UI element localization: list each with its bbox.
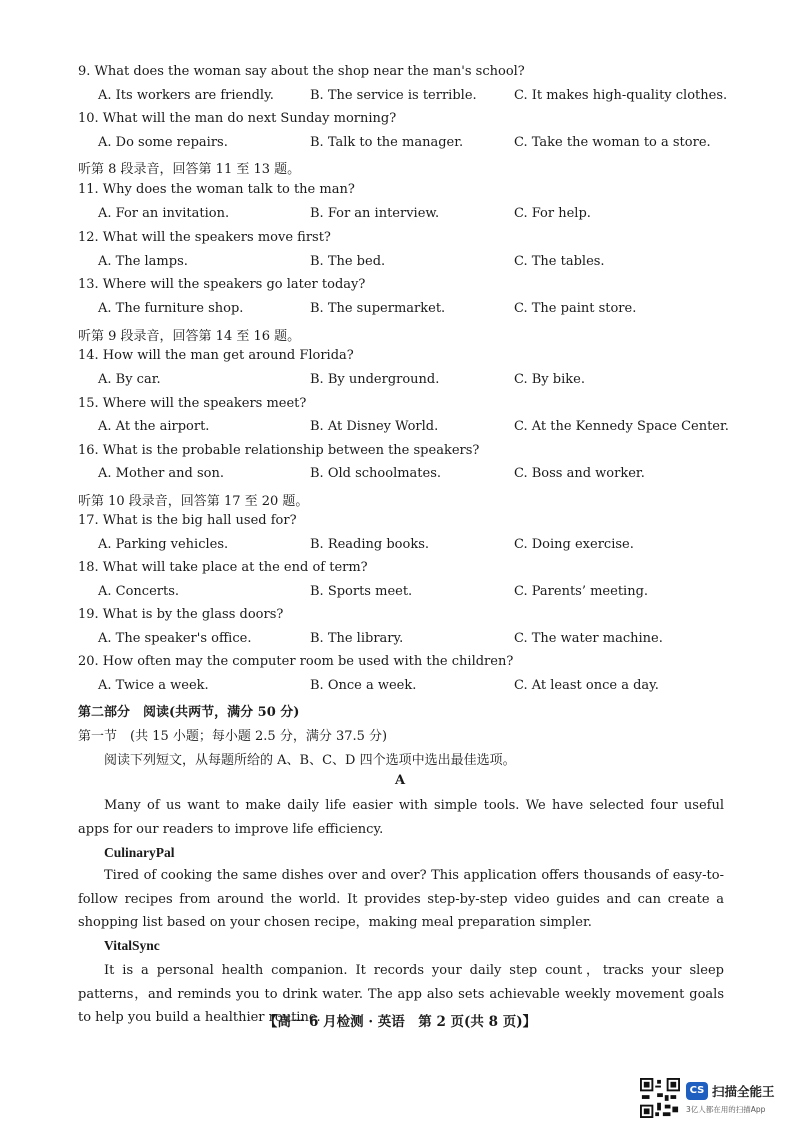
q20-option-c: C. At least once a day. xyxy=(514,678,659,693)
question-18: 18. What will take place at the end of term? xyxy=(78,560,368,575)
cs-logo-icon: CS xyxy=(686,1082,708,1100)
part2-title: 第二部分 阅读(共两节，满分 50 分) xyxy=(78,705,300,720)
q16-option-c: C. Boss and worker. xyxy=(514,466,645,481)
q18-option-b: B. Sports meet. xyxy=(310,584,413,599)
question-14: 14. How will the man get around Florida? xyxy=(78,348,354,363)
listen-header-8: 听第 8 段录音，回答第 11 至 13 题。 xyxy=(78,162,301,177)
q14-option-c: C. By bike. xyxy=(514,372,585,387)
q13-option-b: B. The supermarket. xyxy=(310,301,446,316)
app1-description-text: Tired of cooking the same dishes over and over? This application offers thousands of easy-to-follow recipes from around the world. It provides step-by-step video guides and can create a shopping list based on your chosen recipe，making meal preparation simpler. xyxy=(78,868,724,930)
q15-option-c: C. At the Kennedy Space Center. xyxy=(514,419,729,434)
q14-option-b: B. By underground. xyxy=(310,372,440,387)
listen-header-9: 听第 9 段录音，回答第 14 至 16 题。 xyxy=(78,329,301,344)
q11-option-b: B. For an interview. xyxy=(310,206,440,221)
passage-intro-text: Many of us want to make daily life easier with simple tools. We have selected four useful apps for our readers to improve life efficiency. xyxy=(78,798,724,837)
question-11: 11. Why does the woman talk to the man? xyxy=(78,182,355,197)
q15-option-a: A. At the airport. xyxy=(98,419,210,434)
question-13: 13. Where will the speakers go later today? xyxy=(78,277,366,292)
q19-option-c: C. The water machine. xyxy=(514,631,663,646)
q9-option-a: A. Its workers are friendly. xyxy=(98,88,274,103)
question-10: 10. What will the man do next Sunday morning? xyxy=(78,111,397,126)
passage-intro xyxy=(78,794,724,841)
reading-instruction: 阅读下列短文，从每题所给的 A、B、C、D 四个选项中选出最佳选项。 xyxy=(104,753,516,768)
q16-option-b: B. Old schoolmates. xyxy=(310,466,442,481)
question-16: 16. What is the probable relationship between the speakers? xyxy=(78,443,480,458)
question-12: 12. What will the speakers move first? xyxy=(78,230,331,245)
app2-description-text: It is a personal health companion. It records your daily step count，tracks your sleep patterns，and reminds you to drink water. The app also sets achievable weekly movement goals to help you build a healthier routine. xyxy=(78,963,724,1025)
q16-option-a: A. Mother and son. xyxy=(98,466,225,481)
q9-option-c: C. It makes high-quality clothes. xyxy=(514,88,728,103)
q19-option-a: A. The speaker's office. xyxy=(98,631,252,646)
q14-option-a: A. By car. xyxy=(98,372,161,387)
q12-option-b: B. The bed. xyxy=(310,254,386,269)
app1-title: CulinaryPal xyxy=(104,845,175,860)
q20-option-b: B. Once a week. xyxy=(310,678,417,693)
q12-option-c: C. The tables. xyxy=(514,254,605,269)
q15-option-b: B. At Disney World. xyxy=(310,419,439,434)
q17-option-a: A. Parking vehicles. xyxy=(98,537,229,552)
q11-option-c: C. For help. xyxy=(514,206,591,221)
q10-option-c: C. Take the woman to a store. xyxy=(514,135,711,150)
q17-option-b: B. Reading books. xyxy=(310,537,430,552)
q9-option-b: B. The service is terrible. xyxy=(310,88,477,103)
app1-description xyxy=(78,864,724,935)
q11-option-a: A. For an invitation. xyxy=(98,206,230,221)
q18-option-a: A. Concerts. xyxy=(98,584,180,599)
question-17: 17. What is the big hall used for? xyxy=(78,513,297,528)
page-footer: 【高一 6 月检测 · 英语 第 2 页(共 8 页)】 xyxy=(263,1014,537,1030)
question-15: 15. Where will the speakers meet? xyxy=(78,396,307,411)
q13-option-a: A. The furniture shop. xyxy=(98,301,244,316)
app2-title: VitalSync xyxy=(104,938,160,953)
question-19: 19. What is by the glass doors? xyxy=(78,607,284,622)
question-9: 9. What does the woman say about the shop near the man's school? xyxy=(78,64,525,79)
section1-title: 第一节 (共 15 小题；每小题 2.5 分，满分 37.5 分) xyxy=(78,729,388,744)
q18-option-c: C. Parents’ meeting. xyxy=(514,584,649,599)
passage-label: A xyxy=(394,773,406,788)
scanner-app-name: 扫描全能王 xyxy=(712,1084,775,1099)
q20-option-a: A. Twice a week. xyxy=(98,678,209,693)
q10-option-b: B. Talk to the manager. xyxy=(310,135,464,150)
question-20: 20. How often may the computer room be used with the children? xyxy=(78,654,514,669)
q17-option-c: C. Doing exercise. xyxy=(514,537,634,552)
q19-option-b: B. The library. xyxy=(310,631,404,646)
scanner-watermark xyxy=(640,1078,790,1122)
q10-option-a: A. Do some repairs. xyxy=(98,135,228,150)
listen-header-10: 听第 10 段录音，回答第 17 至 20 题。 xyxy=(78,494,309,509)
q12-option-a: A. The lamps. xyxy=(98,254,188,269)
qr-code-icon xyxy=(640,1078,680,1118)
q13-option-c: C. The paint store. xyxy=(514,301,637,316)
scanner-tagline: 3亿人都在用的扫描App xyxy=(686,1105,766,1114)
